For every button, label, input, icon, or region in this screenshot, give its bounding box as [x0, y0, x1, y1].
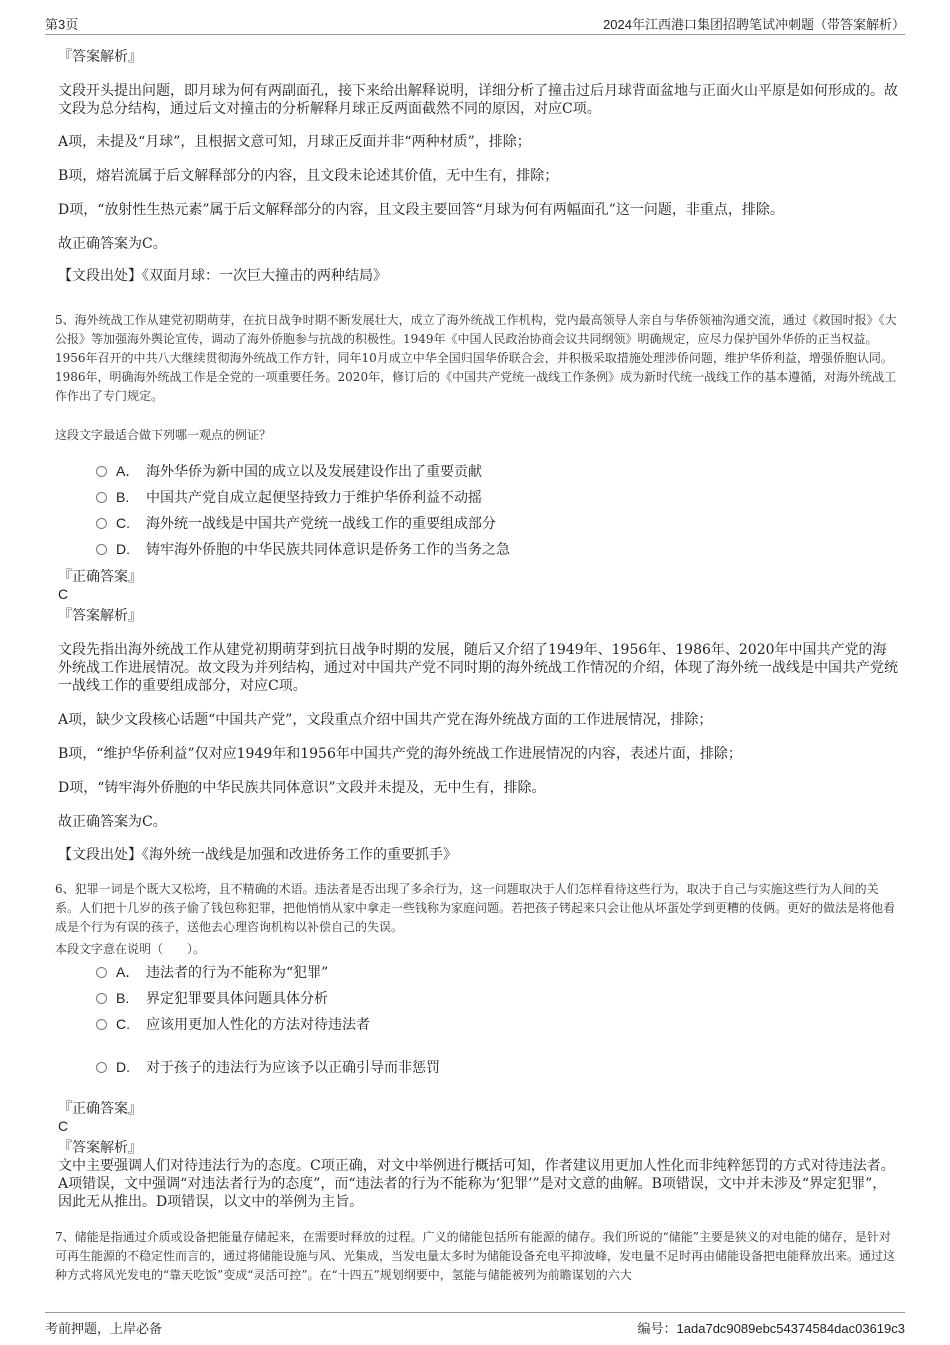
q5-option-c[interactable]: C. 海外统一战线是中国共产党统一战线工作的重要组成部分: [96, 514, 496, 533]
q5-answer: C: [58, 586, 69, 602]
q4-option-d-explanation: D项，“放射性生热元素”属于后文解释部分的内容，且文段主要回答“月球为何有两幅面孔”这一问题，非重点，排除。: [58, 202, 784, 218]
q4-conclusion: 故正确答案为C。: [58, 236, 167, 252]
q5-analysis-label: 『答案解析』: [58, 608, 142, 624]
q4-source: 【文段出处】《双面月球：一次巨大撞击的两种结局》: [58, 268, 387, 284]
radio-icon[interactable]: [96, 1062, 107, 1073]
document-title: 2024年江西港口集团招聘笔试冲刺题（带答案解析）: [603, 17, 905, 32]
q6-answer-label: 『正确答案』: [58, 1101, 142, 1117]
q4-option-b-explanation: B项，熔岩流属于后文解释部分的内容，且文段未论述其价值，无中生有，排除；: [58, 168, 559, 184]
radio-icon[interactable]: [96, 518, 107, 529]
radio-icon[interactable]: [96, 993, 107, 1004]
q5-option-a-explanation: A项，缺少文段核心话题“中国共产党”，文段重点介绍中国共产党在海外统战方面的工作进展情况，排除；: [58, 712, 713, 728]
q5-option-d[interactable]: D. 铸牢海外侨胞的中华民族共同体意识是侨务工作的当务之急: [96, 540, 510, 559]
q6-option-c[interactable]: C. 应该用更加人性化的方法对待违法者: [96, 1015, 370, 1034]
q6-answer: C: [58, 1118, 69, 1134]
radio-icon[interactable]: [96, 466, 107, 477]
q6-option-b[interactable]: B. 界定犯罪要具体问题具体分析: [96, 989, 328, 1008]
q5-option-b-explanation: B项，“维护华侨利益”仅对应1949年和1956年中国共产党的海外统战工作进展情况的内容，表述片面，排除；: [58, 746, 742, 762]
q6-option-d[interactable]: D. 对于孩子的违法行为应该予以正确引导而非惩罚: [96, 1058, 440, 1077]
radio-icon[interactable]: [96, 1019, 107, 1030]
q6-analysis-text: 文中主要强调人们对待违法行为的态度。C项正确，对文中举例进行概括可知，作者建议用更加人性化而非纯粹惩罚的方式对待违法者。A项错误，文中强调“对违法者行为的态度”，而“违法者的行为不能称为‘犯罪’”是对文意的曲解。B项错误，文中并未涉及“界定犯罪”，因此无从推出。D项错误，以文中的举例为主旨。: [58, 1158, 895, 1210]
q5-analysis-text: 文段先指出海外统战工作从建党初期萌芽到抗日战争时期的发展，随后又介绍了1949年、1956年、1986年、2020年中国共产党的海外统战工作进展情况。故文段为并列结构，通过对中国共产党不同时期的海外统战工作情况的介绍，体现了海外统一战线是中国共产党统一战线工作的重要组成部分，对应C项。: [58, 642, 898, 694]
q5-question: 这段文字最适合做下列哪一观点的例证？: [55, 428, 272, 442]
q4-option-a-explanation: A项，未提及“月球”，且根据文意可知，月球正反面并非“两种材质”，排除；: [58, 134, 531, 150]
q4-analysis-label: 『答案解析』: [58, 49, 142, 65]
q5-answer-label: 『正确答案』: [58, 569, 142, 585]
q7-stem: 7、储能是指通过介质或设备把能量存储起来，在需要时释放的过程。广义的储能包括所有能源的储存。我们所说的“储能”主要是狭义的对电能的储存，是针对可再生能源的不稳定性而言的，通过将储能设施与风、光集成，当发电量太多时为储能设备充电平抑波峰，发电量不足时再由储能设备把电能释放出来。通过这种方式将风光发电的“靠天吃饭”变成“灵活可控”。在“十四五”规划纲要中，氢能与储能被列为前瞻谋划的六大: [55, 1230, 896, 1282]
q5-stem: 5、海外统战工作从建党初期萌芽，在抗日战争时期不断发展壮大，成立了海外统战工作机构，党内最高领导人亲自与华侨领袖沟通交流，通过《救国时报》《大公报》等加强海外舆论宣传，调动了海外侨胞参与抗战的积极性。1949年《中国人民政治协商会议共同纲领》明确规定，应尽力保护国外华侨的正当权益。1956年召开的中共八大继续贯彻海外统战工作方针，同年10月成立中华全国归国华侨联合会，并积极采取措施处理涉侨问题，维护华侨利益，增强侨胞认同。1986年，明确海外统战工作是全党的一项重要任务。2020年，修订后的《中国共产党统一战线工作条例》成为新时代统一战线工作的基本遵循，对海外统战工作作出了专门规定。: [55, 313, 897, 403]
q6-question: 本段文字意在说明（ ）。: [55, 942, 206, 956]
page-header: [45, 14, 905, 35]
q4-analysis-text: 文段开头提出问题，即月球为何有两副面孔，接下来给出解释说明，详细分析了撞击过后月球背面盆地与正面火山平原是如何形成的。故文段为总分结构，通过后文对撞击的分析解释月球正反两面截然不同的原因，对应C项。: [58, 83, 898, 117]
q6-option-a[interactable]: A． 违法者的行为不能称为“犯罪”: [96, 963, 328, 982]
q6-stem: 6、犯罪一词是个既大又松垮，且不精确的术语。违法者是否出现了多余行为，这一问题取决于人们怎样看待这些行为，取决于自己与实施这些行为人间的关系。人们把十几岁的孩子偷了钱包称犯罪，把他悄悄从家中拿走一些钱称为家庭问题。若把孩子铐起来只会让他从坏蛋处学到更糟的伎俩。更好的做法是将他看成是个行为有误的孩子，送他去心理咨询机构以补偿自己的失误。: [55, 882, 896, 934]
q5-source: 【文段出处】《海外统一战线是加强和改进侨务工作的重要抓手》: [58, 847, 457, 863]
q5-conclusion: 故正确答案为C。: [58, 814, 167, 830]
radio-icon[interactable]: [96, 544, 107, 555]
q5-option-d-explanation: D项，“铸牢海外侨胞的中华民族共同体意识”文段并未提及，无中生有，排除。: [58, 780, 546, 796]
footer-serial: 编号：1ada7dc9089ebc54374584dac03619c3: [637, 1321, 905, 1336]
page-footer: [45, 1312, 905, 1340]
radio-icon[interactable]: [96, 492, 107, 503]
q5-option-b[interactable]: B. 中国共产党自成立起便坚持致力于维护华侨利益不动摇: [96, 488, 482, 507]
page-number: 第3页: [45, 17, 79, 32]
footer-slogan: 考前押题，上岸必备: [45, 1321, 163, 1336]
q6-analysis-label: 『答案解析』: [58, 1140, 142, 1156]
radio-icon[interactable]: [96, 967, 107, 978]
q5-option-a[interactable]: A． 海外华侨为新中国的成立以及发展建设作出了重要贡献: [96, 462, 482, 481]
